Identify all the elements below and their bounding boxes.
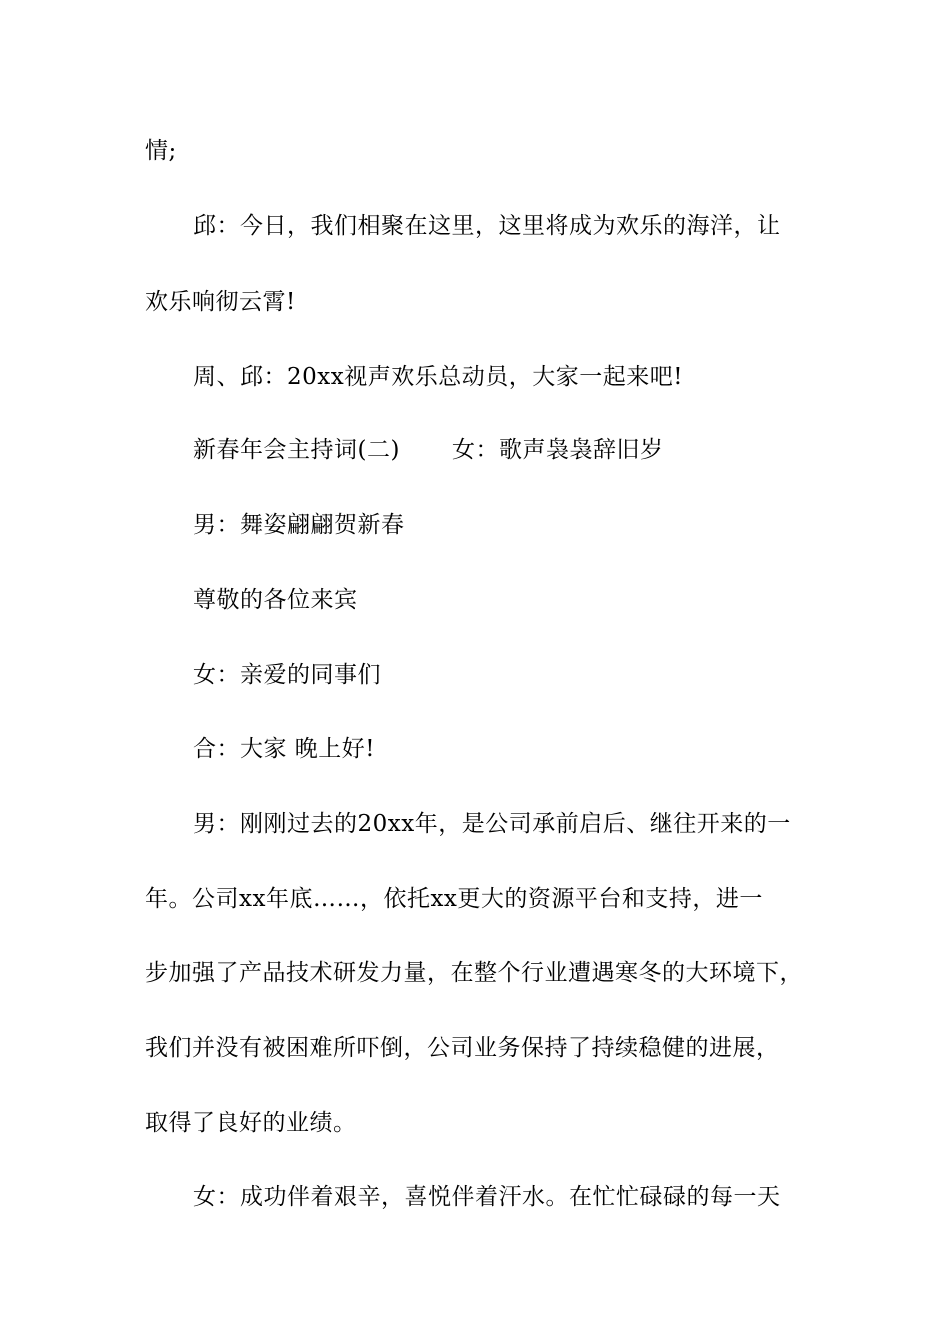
text-line: 合：大家 晚上好! <box>193 736 376 762</box>
text-line: 女：成功伴着艰辛，喜悦伴着汗水。在忙忙碌碌的每一天 <box>193 1184 781 1210</box>
text-line: 周、邱：20xx视声欢乐总动员，大家一起来吧! <box>193 364 683 390</box>
text-line: 我们并没有被困难所吓倒，公司业务保持了持续稳健的进展， <box>145 1035 780 1061</box>
text-line: 欢乐响彻云霄! <box>145 289 296 315</box>
text-line: 取得了良好的业绩。 <box>145 1110 357 1136</box>
section-heading: 新春年会主持词(二) <box>193 437 400 463</box>
text-line: 女：歌声袅袅辞旧岁 <box>451 437 664 463</box>
text-line: 男：刚刚过去的20xx年，是公司承前启后、继往开来的一 <box>193 811 791 837</box>
text-line: 女：亲爱的同事们 <box>193 662 381 688</box>
text-line: 尊敬的各位来宾 <box>193 587 358 613</box>
text-line: 年。公司xx年底……，依托xx更大的资源平台和支持，进一 <box>145 886 763 912</box>
text-line: 情; <box>145 138 177 164</box>
text-line: 男：舞姿翩翩贺新春 <box>193 512 405 538</box>
text-line-group <box>193 435 663 465</box>
text-line: 邱：今日，我们相聚在这里，这里将成为欢乐的海洋，让 <box>193 213 781 239</box>
text-line: 步加强了产品技术研发力量，在整个行业遭遇寒冬的大环境下， <box>145 960 803 986</box>
